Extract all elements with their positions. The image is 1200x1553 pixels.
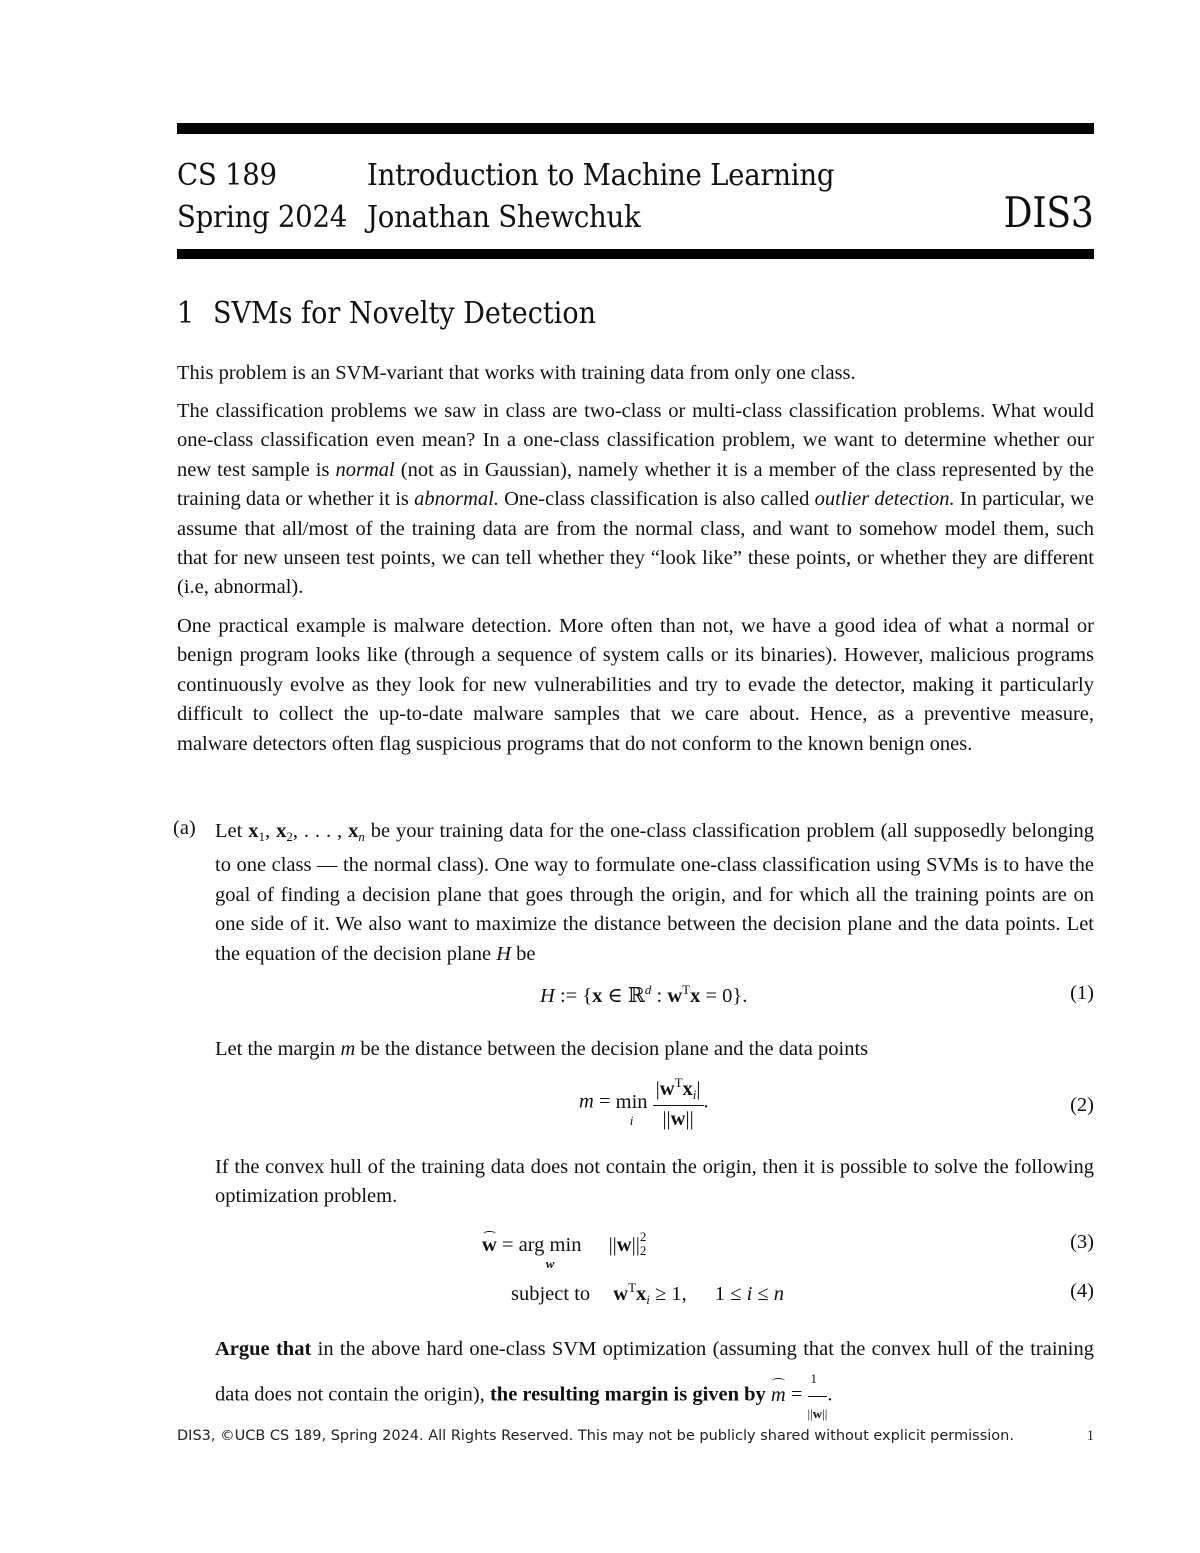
text-span: In particular, we assume that all/most of the training data are from the normal class, and want to somehow model them, such that for new unseen test points, we can tell whether they “look like” these points, or whether they are different (i.e, abnormal).: [177, 488, 1095, 599]
argmin-operator: arg min: [518, 1234, 582, 1256]
footer-text: DIS3, ©UCB CS 189, Spring 2024. All Rights Reserved. This may not be publicly shared without explicit permission.: [177, 1428, 1014, 1444]
equation-1-number: (1): [1070, 982, 1094, 1004]
classification-paragraph: [177, 397, 1094, 603]
header-top-rule: [177, 123, 1094, 134]
argue-paragraph: Argue that in the above hard one-class SVM optimization (assuming that the convex hull of the training data does not contain the origin), the resulting margin is given by m = $\frac{1}{||w||}$ .: [215, 1338, 1094, 1421]
text-span: (not as in Gaussian), namely whether it is a member of the class represented by the training data or whether it is: [177, 458, 1094, 511]
text-span: be your training data for the one-class classification problem (all supposedly belonging to one class — the normal class). One way to formulate one-class classification using SVMs is to have the goal of finding a decision plane that goes through the origin, and for which all the training points are on one side of it. We also want to maximize the distance between the decision plane and the data points. Let the equation of the decision plane: [215, 820, 1095, 965]
text-span: Let the margin: [215, 1038, 341, 1060]
text-span: be: [511, 942, 536, 965]
text-span: be the distance between the decision plane and the data points: [355, 1038, 869, 1060]
equation-3: w = arg min w ||w|| $^{2 2}$: [482, 1229, 647, 1271]
part-a-paragraph: Let $x_1$, $x_2$, . . . , $x_n$ be your training data for the one-class classification problem (all supposedly belonging to one class — the normal class). One way to formulate one-class classification using SVMs is to have the goal of finding a decision plane that goes through the origin, and for which all the training points are on one side of it. We also want to maximize the distance between the decision plane and the data points. Let the equation of the decision plane H be: [215, 820, 1095, 965]
course-number: CS 189: [177, 158, 277, 193]
section-heading: [177, 296, 596, 331]
argue-bold-2: the resulting margin is given by: [489, 1384, 766, 1407]
section-title: SVMs for Novelty Detection: [213, 296, 596, 331]
term-outlier-detection: outlier detection.: [814, 488, 955, 511]
text-span: Let: [215, 820, 249, 842]
equation-4: subject to $w^Tx_i \ge 1$, 1 ≤ i ≤ n: [511, 1280, 785, 1307]
course-title: Introduction to Machine Learning: [367, 158, 835, 193]
page-number: 1: [1086, 1428, 1094, 1444]
equation-2-number: (2): [1070, 1094, 1094, 1116]
intro-paragraph: This problem is an SVM-variant that works with training data from only one class.: [177, 362, 856, 384]
section-number: 1: [177, 296, 195, 331]
header-bottom-rule: [177, 249, 1094, 259]
text-span: The classification problems we saw in class are two-class or multi-class classification problems. What would one-class classification even mean? In a one-class classification problem, we want to determine whether our new test sample is: [177, 400, 1094, 481]
term-abnormal: abnormal.: [414, 488, 499, 511]
text-span: One-class classification is also called: [498, 488, 815, 511]
equation-2: m = min i $\frac{|w^Tx_i|}{||w||}$ .: [579, 1075, 709, 1130]
equation-3-number: (3): [1070, 1231, 1094, 1253]
doc-id: DIS3: [1004, 188, 1094, 237]
term-normal: normal: [335, 458, 395, 481]
malware-paragraph: One practical example is malware detection. More often than not, we have a good idea of what a normal or benign program looks like (through a sequence of system calls or its binaries). However, malicious programs continuously evolve as they look for new vulnerabilities and try to evade the detector, making it particularly difficult to collect the up-to-date malware samples that we care about. Hence, as a preventive measure, malware detectors often flag suspicious programs that do not conform to the known benign ones.: [177, 615, 1094, 755]
subject-to-label: subject to: [511, 1283, 591, 1305]
text-span: in the above hard one-class SVM optimization (assuming that the convex hull of the training data does not contain the origin),: [215, 1338, 1094, 1407]
margin-definition: Let the margin m be the distance between the decision plane and the data points: [215, 1038, 869, 1060]
min-operator: min: [615, 1090, 648, 1113]
part-a-label: (a): [173, 817, 196, 839]
instructor: Jonathan Shewchuk: [367, 200, 641, 235]
equation-1: H := {x ∈ ℝ$^d$ : $w^Tx = 0$}.: [540, 982, 748, 1007]
page-footer: [177, 1428, 1094, 1444]
term: Spring 2024: [177, 200, 348, 235]
equation-4-number: (4): [1070, 1280, 1094, 1302]
convex-hull-paragraph: If the convex hull of the training data does not contain the origin, then it is possible to solve the following optimization problem.: [215, 1156, 1094, 1208]
argue-bold: Argue that: [215, 1338, 312, 1360]
